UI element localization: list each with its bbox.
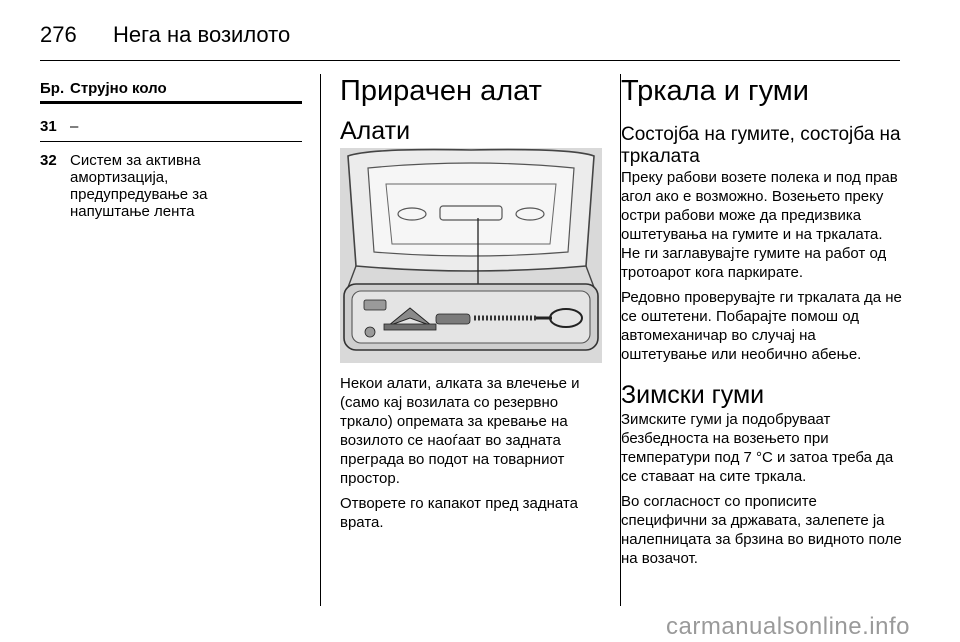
section-heading: Тркала и гуми [621,75,809,107]
wheels-section [621,74,903,568]
page-number: 276 [40,22,77,47]
subsection-heading: Зимски гуми [621,381,765,409]
paragraph: Редовно проверувајте ги тркалата да не се оштетени. Побарајте помош од автомеханичар во случај на оштетување или необично абење. [621,289,902,363]
paragraph: Некои алати, алката за влечење и (само кај возилата со резервно тркало) опремата за кревање на возилото се наоѓаат во задната преграда во подот на товарниот простор. [340,375,580,487]
paragraph: Преку рабови возете полека и под прав агол ако е возможно. Возењето преку остри рабови може да предизвика оштетувања на гумите и на тркалата. Не ги заглавувајте гумите на работ од тротоарот кога паркирате. [621,169,898,281]
watermark: carmanualsonline.info [666,613,910,640]
section-heading: Прирачен алат [340,75,542,107]
header-rule [40,60,900,61]
fuse-number: 31 [40,118,57,135]
page-title: Нега на возилото [113,22,291,47]
subsection-heading: Состојба на гумите, состојба на тркалата [621,124,901,167]
trunk-tools-icon [340,148,602,363]
column-header-number: Бр. [40,80,65,97]
column-header-circuit: Струјно коло [70,80,167,97]
fuse-circuit: – [70,118,79,135]
tools-text [340,374,602,532]
tools-section [340,74,602,146]
subsection-heading: Алати [340,117,411,145]
paragraph: Во согласност со прописите специфични за државата, залепете ја налепницата за брзина во видното поле на возачот. [621,493,902,567]
fuse-circuit: Систем за активна амортизација, предупредување за напуштање лента [70,152,208,220]
column-divider [320,74,321,606]
paragraph: Отворете го капакот пред задната врата. [340,495,578,531]
table-row [40,152,302,220]
fuse-table [40,80,302,220]
table-header [40,80,302,104]
row-divider [40,141,302,142]
table-row [40,118,302,135]
tools-illustration [340,148,602,363]
paragraph: Зимските гуми ја подобруваат безбедноста на возењето при температури под 7 °C и затоа треба да се ставаат на сите тркала. [621,411,894,485]
fuse-number: 32 [40,152,57,169]
